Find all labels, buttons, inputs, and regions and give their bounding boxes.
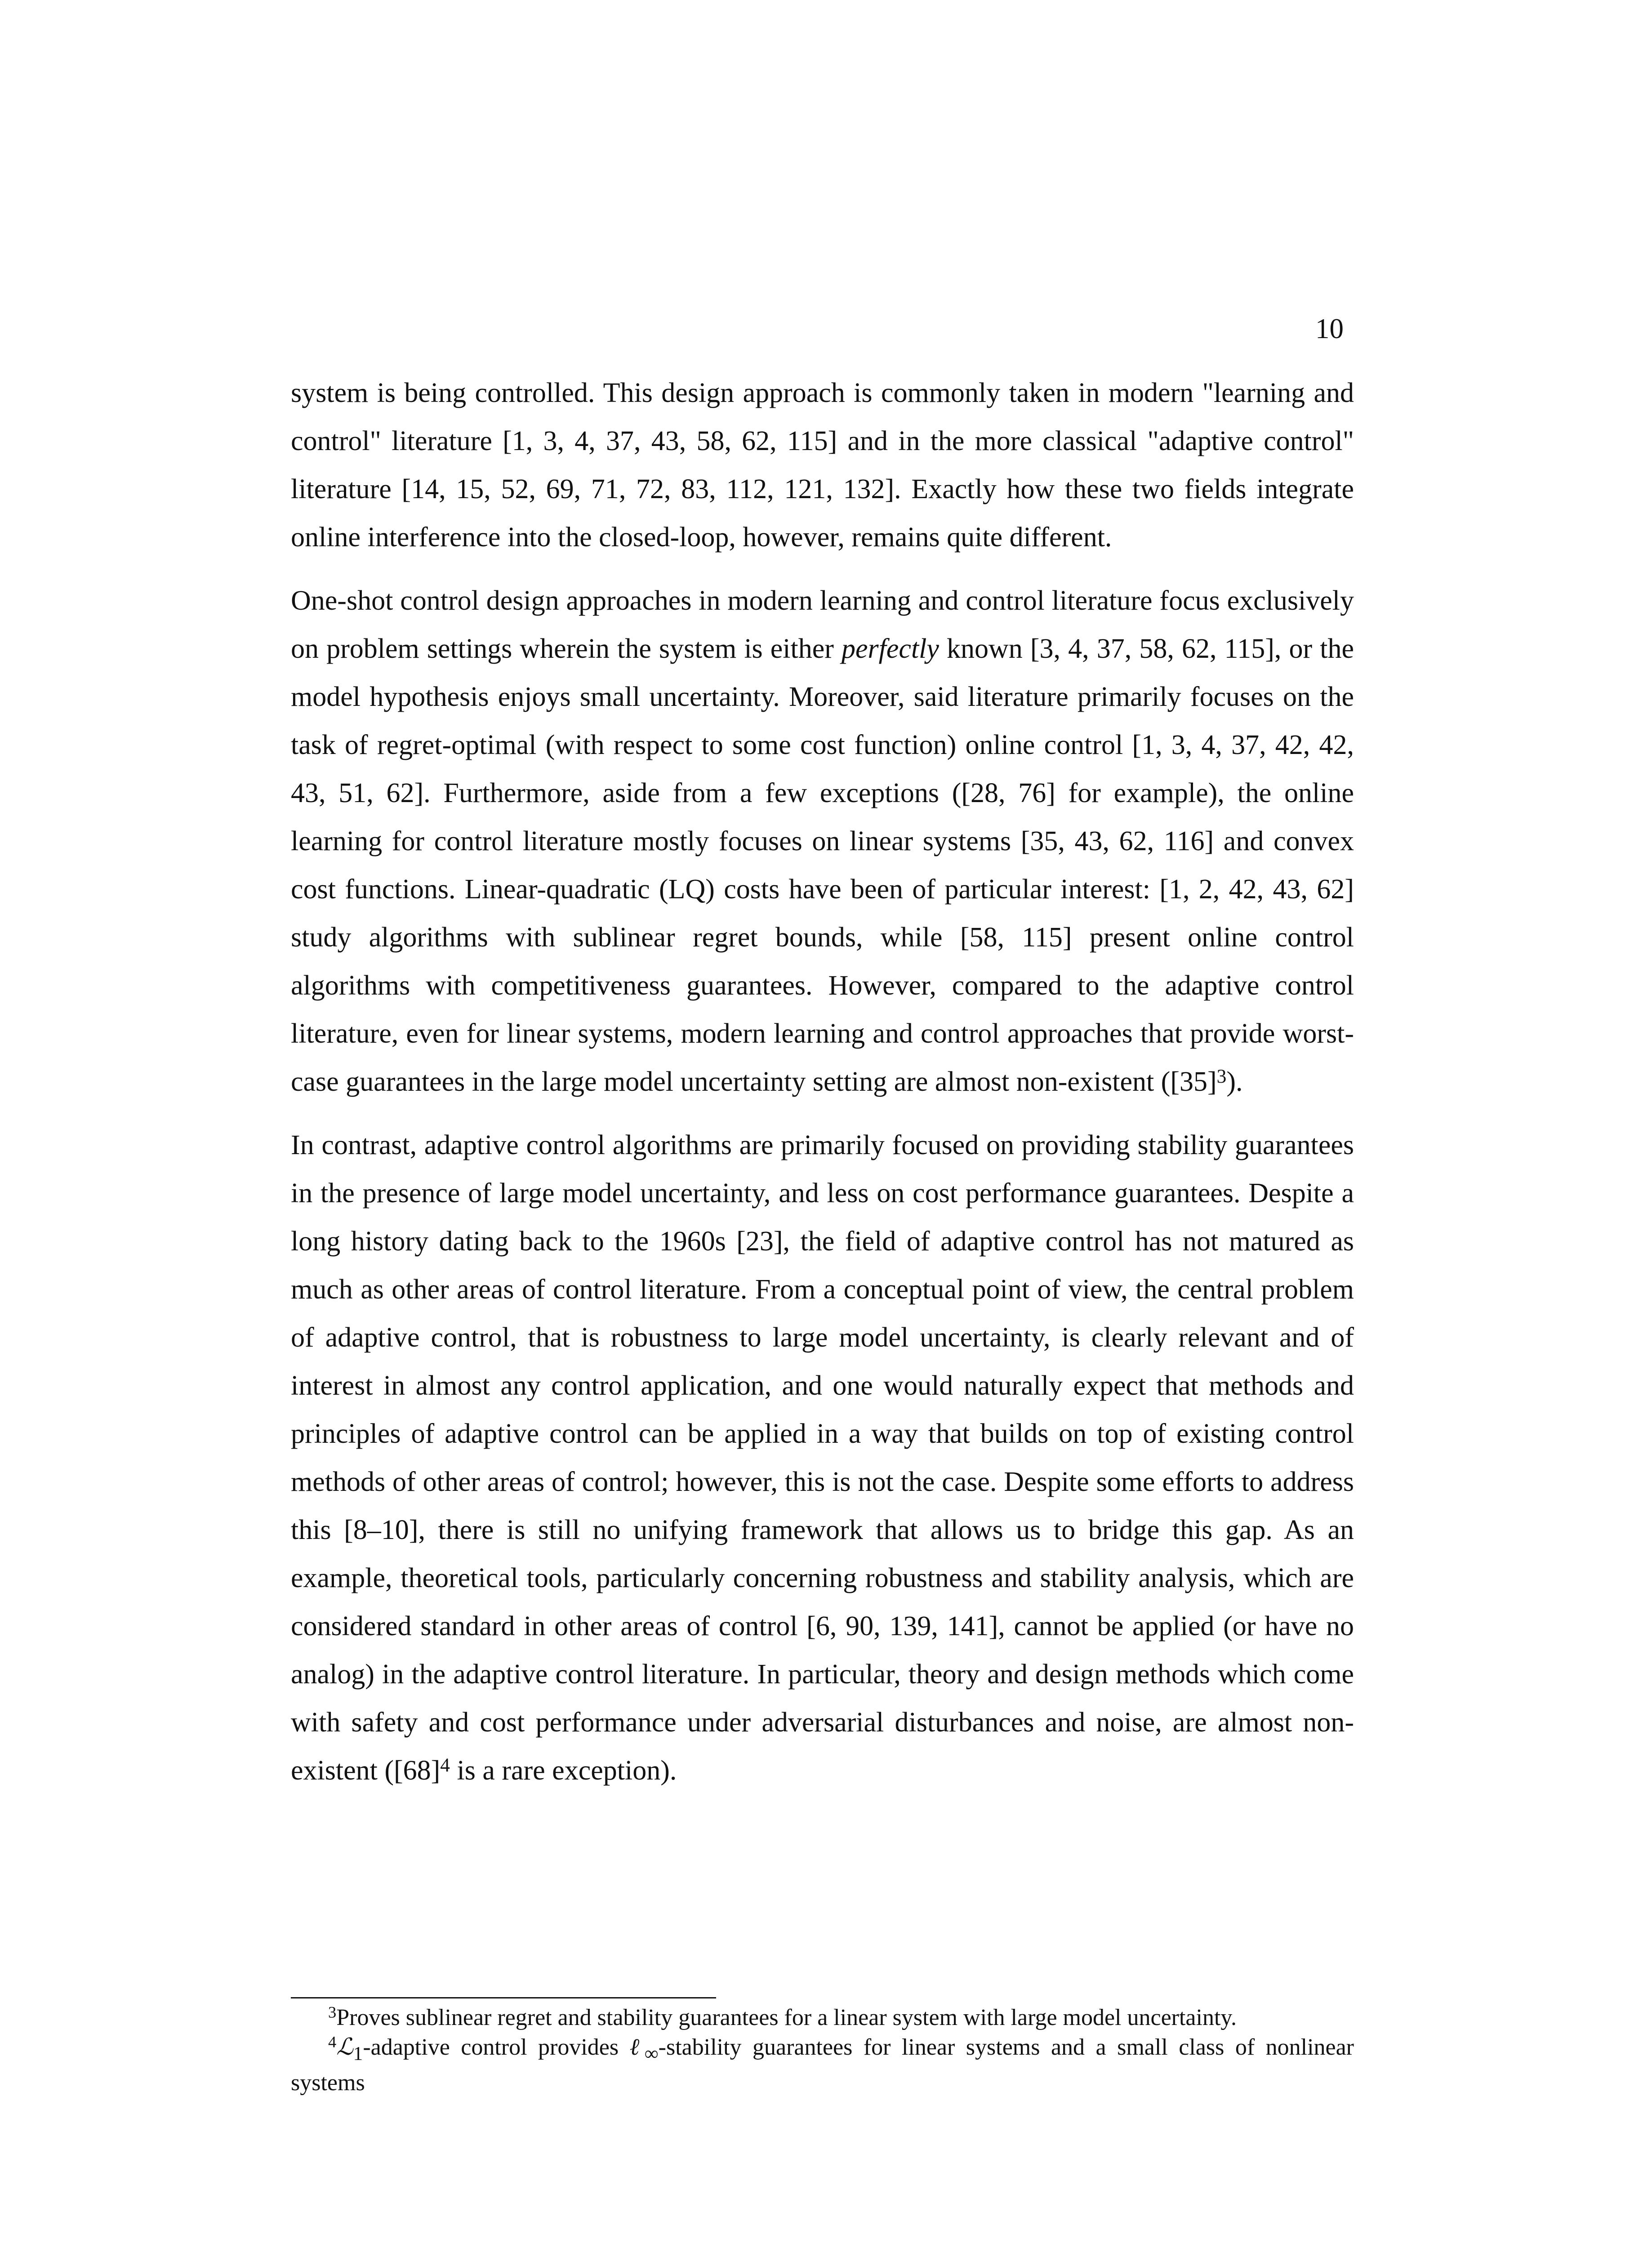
paragraph-1: system is being controlled. This design approach is commonly taken in modern "learning and control" literature [1, 3, 4, 37, 43, 58, 62, 115] and in the more classical "adaptive control" literature [14, 15, 52, 69, 71, 72, 83, 112, 121, 132]. Exactly how these two fields integrate online interference into the closed-loop, however, remains quite different. <box>291 378 1354 553</box>
page-number: 10 <box>1315 313 1344 344</box>
footnotes <box>291 2003 1354 2098</box>
footnote-3-marker: 3 <box>328 2003 337 2021</box>
paragraph-3-end: is a rare exception). <box>450 1755 677 1786</box>
footnote-separator <box>291 1997 716 1998</box>
footnote-ref-4: 4 <box>440 1754 450 1776</box>
body-text <box>291 369 1354 1810</box>
l1-symbol: ℒ <box>336 2034 353 2060</box>
paragraph-2-end: ). <box>1226 1066 1243 1097</box>
footnote-4-text-b: -stability guarantees for linear systems and a small class of nonlinear systems <box>291 2034 1354 2096</box>
footnote-ref-3: 3 <box>1216 1065 1227 1087</box>
paragraph-2 <box>291 577 1354 1106</box>
paragraph-3-text: In contrast, adaptive control algorithms are primarily focused on providing stability guarantees in the presence of large model uncertainty, and less on cost performance guarantees. Despite a long history dating back to the 1960s [23], the field of adaptive control has not matured as much as other areas of control literature. From a conceptual point of view, the central problem of adaptive control, that is robustness to large model uncertainty, is clearly relevant and of interest in almost any control application, and one would naturally expect that methods and principles of adaptive control can be applied in a way that builds on top of existing control methods of other areas of control; however, this is not the case. Despite some efforts to address this [8–10], there is still no unifying framework that allows us to bridge this gap. As an example, theoretical tools, particularly concerning robustness and stability analysis, which are considered standard in other areas of control [6, 90, 139, 141], cannot be applied (or have no analog) in the adaptive control literature. In particular, theory and design methods which come with safety and cost performance under adversarial disturbances and noise, are almost non-existent ([68] <box>291 1130 1354 1786</box>
footnote-3-text: Proves sublinear regret and stability guarantees for a linear system with large model uncertainty. <box>336 2005 1237 2030</box>
paragraph-2-text-a: One-shot control design approaches in modern learning and control literature focus exclusively on problem settings wherein the system is either <box>291 585 1354 664</box>
paragraph-3 <box>291 1121 1354 1795</box>
footnote-3 <box>291 2003 1354 2033</box>
ell-infinity-subscript: ∞ <box>644 2043 659 2065</box>
footnote-4-text-a: -adaptive control provides <box>363 2034 630 2060</box>
l1-subscript: 1 <box>353 2043 363 2065</box>
footnote-4-marker: 4 <box>328 2033 337 2051</box>
emphasis-perfectly: perfectly <box>842 633 939 664</box>
footnote-4 <box>291 2033 1354 2098</box>
ell-infinity-symbol: ℓ <box>629 2034 645 2060</box>
paragraph-2-text-b: known [3, 4, 37, 58, 62, 115], or the model hypothesis enjoys small uncertainty. Moreover, said literature primarily focuses on the task of regret-optimal (with respect to some cost function) online control [1, 3, 4, 37, 42, 42, 43, 51, 62]. Furthermore, aside from a few exceptions ([28, 76] for example), the online learning for control literature mostly focuses on linear systems [35, 43, 62, 116] and convex cost functions. Linear-quadratic (LQ) costs have been of particular interest: [1, 2, 42, 43, 62] study algorithms with sublinear regret bounds, while [58, 115] present online control algorithms with competitiveness guarantees. However, compared to the adaptive control literature, even for linear systems, modern learning and control approaches that provide worst-case guarantees in the large model uncertainty setting are almost non-existent ([35] <box>291 633 1354 1097</box>
